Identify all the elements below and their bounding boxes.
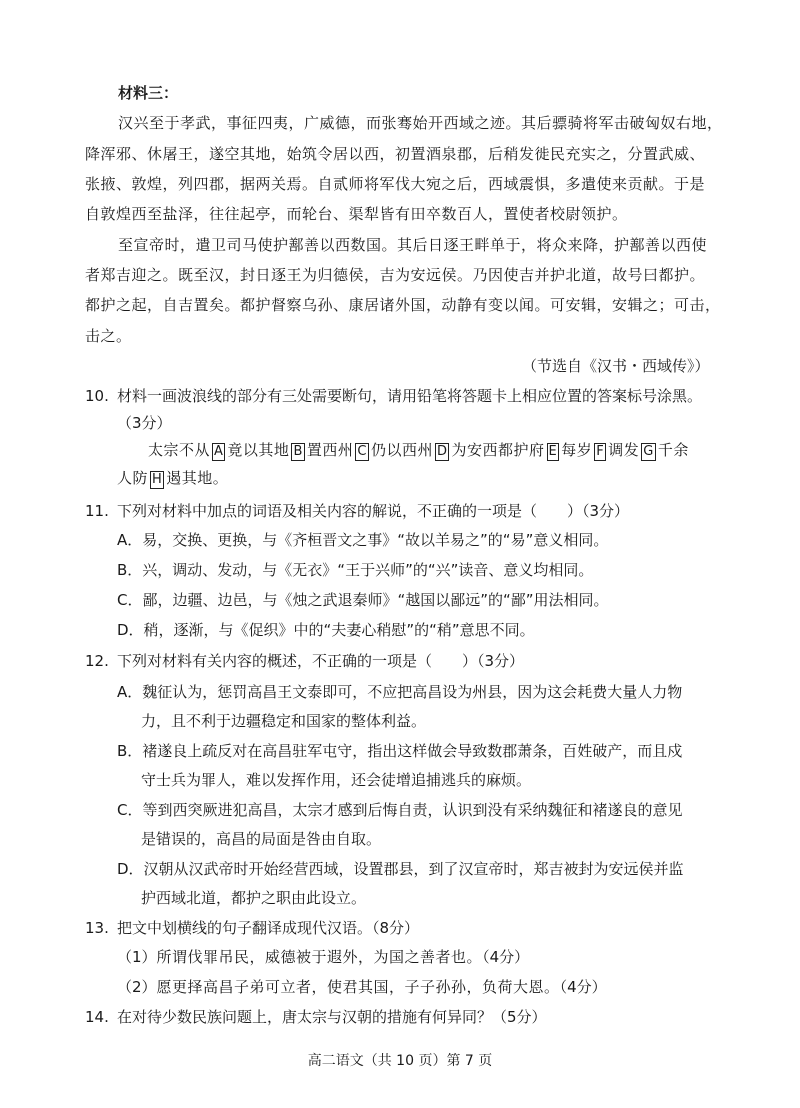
q12-option-a-line2: 力，且不利于边疆稳定和国家的整体利益。 xyxy=(141,712,427,730)
q10-option-g-box[interactable]: G xyxy=(643,444,654,459)
q10-sentence-line1 xyxy=(148,439,689,461)
q10-stem: 材料一画波浪线的部分有三处需要断句，请用铅笔将答题卡上相应位置的答案标号涂黑。 xyxy=(117,387,703,405)
material3-p2-line1: 至宣帝时，遣卫司马使护鄯善以西数国。其后日逐王畔单于，将众来降，护鄯善以西使 xyxy=(118,236,708,254)
q10-option-a-box[interactable]: A xyxy=(214,444,224,459)
q10-seg-2: 竟以其地 xyxy=(227,441,290,459)
material3-p1-line1: 汉兴至于孝武，事征四夷，广威德，而张骞始开西域之迹。其后骠骑将军击破匈奴右地， xyxy=(118,114,723,132)
q12-option-b-line1: B．褚遂良上疏反对在高昌驻军屯守，指出这样做会导致数郡萧条，百姓破产，而且戍 xyxy=(117,742,683,760)
q13-item-1-label: （1） xyxy=(117,948,157,966)
q10-seg-10: 每岁 xyxy=(561,441,593,459)
q13-stem: 把文中划横线的句子翻译成现代汉语。（8分） xyxy=(117,919,420,937)
material3-heading: 材料三： xyxy=(118,84,179,102)
q11-option-b: B．兴，调动、发动，与《无衣》“王于兴师”的“兴”读音、意义均相同。 xyxy=(117,561,594,579)
q10-option-c-box[interactable]: C xyxy=(357,444,367,459)
q12-option-c-line2: 是错误的，高昌的局面是咎由自取。 xyxy=(141,830,382,848)
q10-option-h-box[interactable]: H xyxy=(152,472,163,487)
q13-item-2-score: （4分） xyxy=(559,978,607,996)
q10-score: （3分） xyxy=(117,414,172,432)
q10-number: 10. xyxy=(85,387,109,405)
q10-option-f-box[interactable]: F xyxy=(596,444,605,459)
q10-line2-a: 人防 xyxy=(117,469,149,487)
q11-option-a: A．易，交换、更换，与《齐桓晋文之事》“故以羊易之”的“易”意义相同。 xyxy=(117,531,609,549)
q12-stem: 下列对材料有关内容的概述，不正确的一项是（ ）（3分） xyxy=(117,652,525,670)
q14-stem: 在对待少数民族问题上，唐太宗与汉朝的措施有何异同？（5分） xyxy=(117,1008,547,1026)
material3-p1-line2: 降浑邪、休屠王，遂空其地，始筑令居以西，初置酒泉郡，后稍发徙民充实之，分置武威、 xyxy=(85,145,706,163)
q12-option-b-line2: 守士兵为罪人，难以发挥作用，还会徒增追捕逃兵的麻烦。 xyxy=(141,771,532,789)
q12-option-d-line1: D．汉朝从汉武帝时开始经营西域，设置郡县，到了汉宣帝时，郑吉被封为安远侯并监 xyxy=(117,860,684,878)
page-footer: 高二语文（共 10 页）第 7 页 xyxy=(307,1053,493,1069)
q13-item-1-score: （4分） xyxy=(482,948,530,966)
q10-line2-b: 遏其地。 xyxy=(166,469,229,487)
q10-option-d-box[interactable]: D xyxy=(436,444,448,459)
q11-option-d: D．稍，逐渐，与《促织》中的“夫妻心稍慰”的“稍”意思不同。 xyxy=(117,621,535,639)
q13-item-1-text: 所谓伐罪吊民，威德被于遐外，为国之善者也。 xyxy=(156,948,483,966)
material3-p1-line3: 张掖、敦煌，列四郡，据两关焉。自贰师将军伐大宛之后，西域震惧，多遣使来贡献。于是 xyxy=(85,175,706,193)
q10-seg-12: 调发 xyxy=(608,441,640,459)
q12-number: 12. xyxy=(85,652,109,670)
material3-source: （节选自《汉书・西域传》） xyxy=(522,357,710,375)
q12-option-a-line1: A．魏征认为，惩罚高昌王文泰即可，不应把高昌设为州县，因为这会耗费大量人力物 xyxy=(117,683,683,701)
q12-option-d-line2: 护西域北道，都护之职由此设立。 xyxy=(141,889,367,907)
q13-item-2-text: 愿更择高昌子弟可立者，使君其国，子子孙孙，负荷大恩。 xyxy=(156,978,560,996)
material3-p2-line3: 都护之起，自吉置矣。都护督察乌孙、康居诸外国，动静有变以闻。可安辑，安辑之；可击， xyxy=(85,296,721,314)
q11-number: 11. xyxy=(85,502,109,520)
q11-stem: 下列对材料中加点的词语及相关内容的解说，不正确的一项是（ ）（3分） xyxy=(117,502,630,520)
q10-option-e-box[interactable]: E xyxy=(548,444,558,459)
q10-option-b-box[interactable]: B xyxy=(293,444,303,459)
material3-p2-line4: 击之。 xyxy=(85,327,132,345)
q14-number: 14. xyxy=(85,1008,109,1026)
q13-number: 13. xyxy=(85,919,109,937)
q13-item-2-label: （2） xyxy=(117,978,157,996)
material3-p1-line4: 自敦煌西至盐泽，往往起亭，而轮台、渠犁皆有田卒数百人，置使者校尉领护。 xyxy=(85,205,628,223)
q10-seg-14: 千余 xyxy=(657,441,689,459)
q12-option-c-line1: C．等到西突厥进犯高昌，太宗才感到后悔自责，认识到没有采纳魏征和褚遂良的意见 xyxy=(117,801,683,819)
q10-seg-6: 仍以西州 xyxy=(370,441,433,459)
q10-sentence-line2 xyxy=(117,467,228,489)
q13-item-2 xyxy=(117,976,607,998)
q13-item-1 xyxy=(117,946,529,968)
q10-seg-8: 为安西都护府 xyxy=(451,441,545,459)
q11-option-c: C．鄙，边疆、边邑，与《烛之武退秦师》“越国以鄙远”的“鄙”用法相同。 xyxy=(117,591,609,609)
material3-p2-line2: 者郑吉迎之。既至汉，封日逐王为归德侯，吉为安远侯。乃因使吉并护北道，故号曰都护。 xyxy=(85,266,706,284)
q10-seg-4: 置西州 xyxy=(306,441,354,459)
q10-seg-0: 太宗不从 xyxy=(148,441,211,459)
